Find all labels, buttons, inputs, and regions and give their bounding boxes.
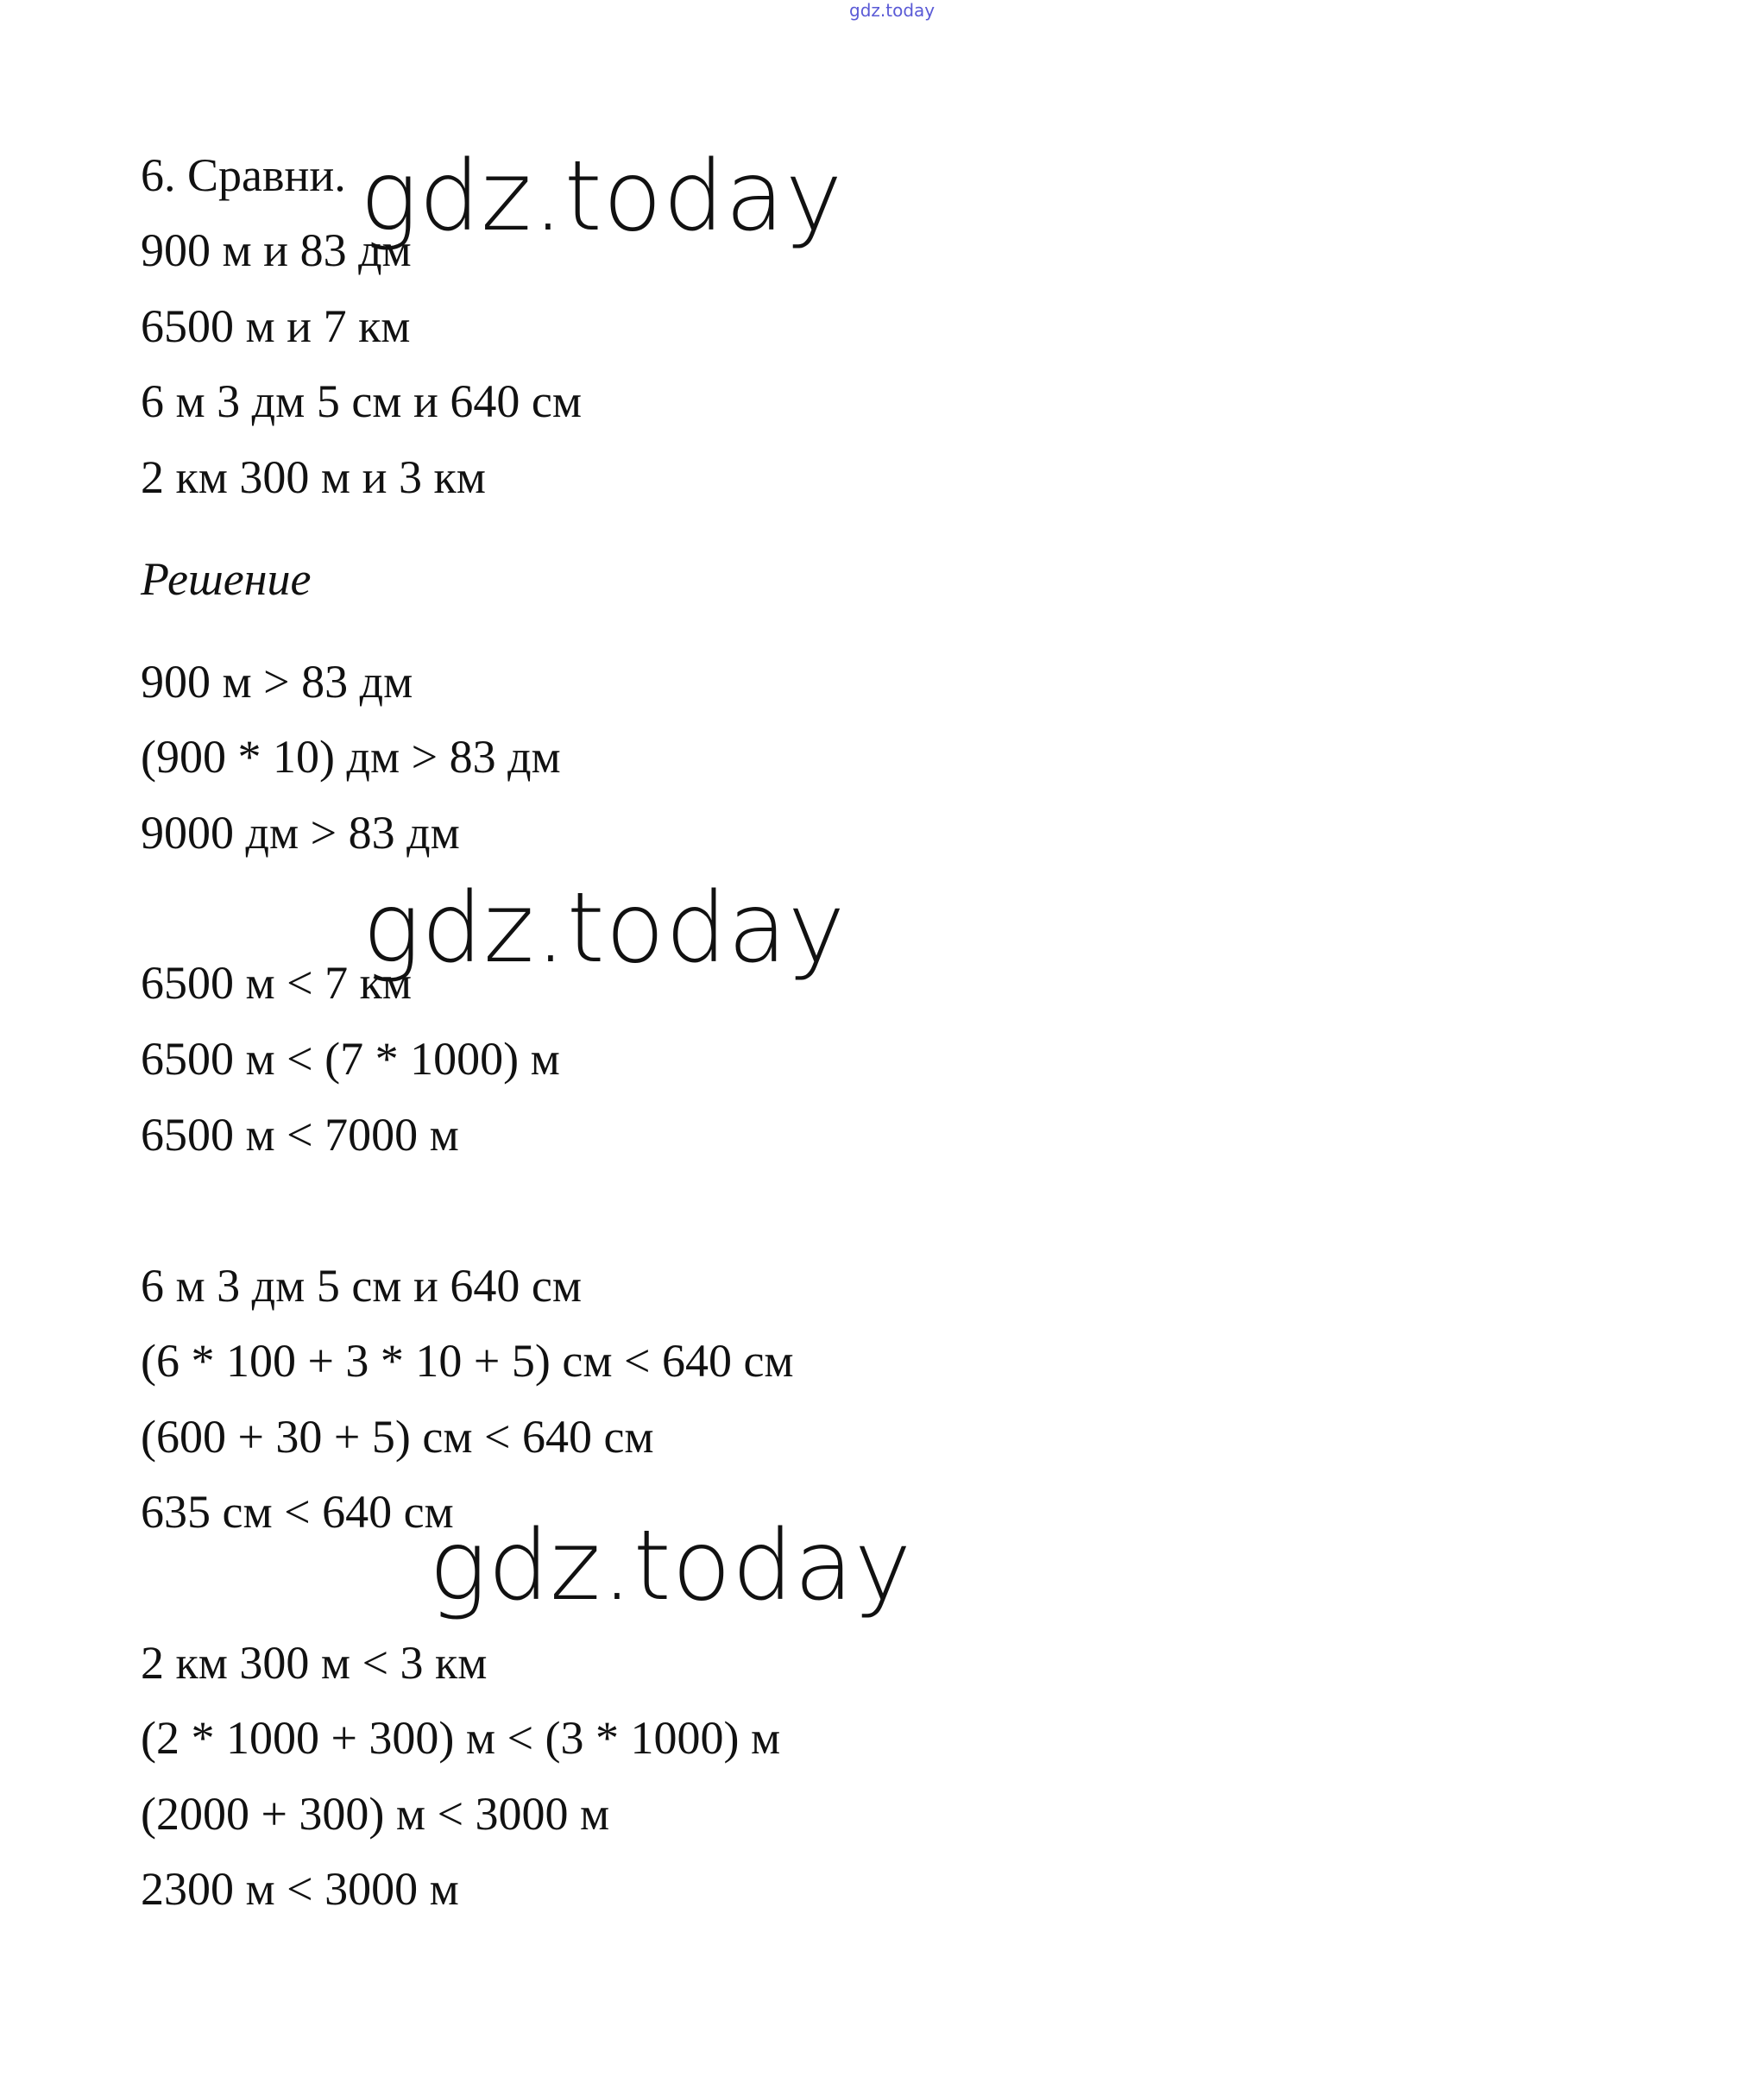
solution-line: 6500 м < (7 * 1000) м [141,1033,560,1085]
solution-line: 6 м 3 дм 5 см и 640 см [141,1260,582,1312]
solution-line: (6 * 100 + 3 * 10 + 5) см < 640 см [141,1335,794,1387]
watermark: gdz.today [360,141,844,253]
task-title: 6. Сравни. [141,149,346,201]
solution-heading: Решение [141,553,312,605]
solution-line: (2000 + 300) м < 3000 м [141,1788,610,1840]
solution-line: 9000 дм > 83 дм [141,807,460,859]
solution-line: (600 + 30 + 5) см < 640 см [141,1411,654,1463]
watermark: gdz.today [429,1510,913,1622]
solution-line: (2 * 1000 + 300) м < (3 * 1000) м [141,1712,781,1764]
solution-line: 6500 м < 7000 м [141,1109,459,1161]
solution-line: (900 * 10) дм > 83 дм [141,731,561,783]
task-item: 900 м и 83 дм [141,224,412,276]
solution-line: 6500 м < 7 км [141,957,413,1009]
solution-line: 2 км 300 м < 3 км [141,1637,488,1689]
task-item: 6 м 3 дм 5 см и 640 см [141,375,582,427]
watermark: gdz.today [362,872,847,985]
task-item: 2 км 300 м и 3 км [141,451,486,503]
solution-line: 900 м > 83 дм [141,656,413,708]
solution-line: 635 см < 640 см [141,1486,454,1538]
task-item: 6500 м и 7 км [141,300,411,352]
site-watermark-small: gdz.today [849,0,936,21]
solution-line: 2300 м < 3000 м [141,1863,459,1915]
